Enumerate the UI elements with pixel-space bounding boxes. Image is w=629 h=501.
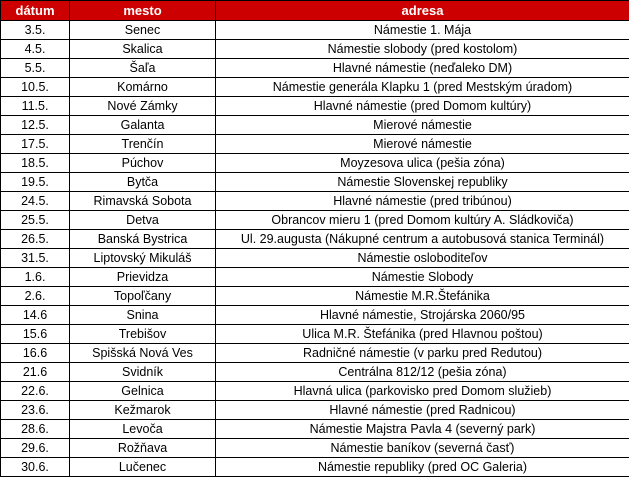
cell-date: 5.5. xyxy=(1,59,70,78)
cell-date: 3.5. xyxy=(1,21,70,40)
cell-address: Radničné námestie (v parku pred Redutou) xyxy=(216,344,629,363)
cell-address: Ul. 29.augusta (Nákupné centrum a autobusová stanica Terminál) xyxy=(216,230,629,249)
cell-address: Námestie baníkov (severná časť) xyxy=(216,439,629,458)
cell-date: 11.5. xyxy=(1,97,70,116)
table-row xyxy=(1,325,629,344)
cell-date: 28.6. xyxy=(1,420,70,439)
cell-date: 4.5. xyxy=(1,40,70,59)
cell-address: Mierové námestie xyxy=(216,135,629,154)
cell-city: Skalica xyxy=(70,40,216,59)
cell-city: Gelnica xyxy=(70,382,216,401)
column-header-date: dátum xyxy=(1,1,70,21)
cell-city: Lučenec xyxy=(70,458,216,477)
cell-address: Námestie Slobody xyxy=(216,268,629,287)
table-row xyxy=(1,249,629,268)
cell-city: Trenčín xyxy=(70,135,216,154)
cell-date: 18.5. xyxy=(1,154,70,173)
cell-address: Námestie generála Klapku 1 (pred Mestským úradom) xyxy=(216,78,629,97)
column-header-city: mesto xyxy=(70,1,216,21)
table-row xyxy=(1,154,629,173)
cell-date: 29.6. xyxy=(1,439,70,458)
table-row xyxy=(1,173,629,192)
header-row xyxy=(1,1,629,21)
table-body xyxy=(1,21,629,477)
table-row xyxy=(1,192,629,211)
table-row xyxy=(1,211,629,230)
cell-date: 17.5. xyxy=(1,135,70,154)
cell-address: Hlavné námestie (pred Radnicou) xyxy=(216,401,629,420)
cell-address: Hlavné námestie (pred tribúnou) xyxy=(216,192,629,211)
table-row xyxy=(1,306,629,325)
cell-date: 30.6. xyxy=(1,458,70,477)
cell-address: Námestie 1. Mája xyxy=(216,21,629,40)
table-row xyxy=(1,97,629,116)
table-row xyxy=(1,458,629,477)
column-header-address: adresa xyxy=(216,1,629,21)
cell-city: Prievidza xyxy=(70,268,216,287)
cell-date: 19.5. xyxy=(1,173,70,192)
cell-city: Komárno xyxy=(70,78,216,97)
cell-city: Svidník xyxy=(70,363,216,382)
table-row xyxy=(1,40,629,59)
table-row xyxy=(1,116,629,135)
cell-date: 16.6 xyxy=(1,344,70,363)
cell-city: Liptovský Mikuláš xyxy=(70,249,216,268)
cell-address: Moyzesova ulica (pešia zóna) xyxy=(216,154,629,173)
cell-city: Kežmarok xyxy=(70,401,216,420)
cell-city: Nové Zámky xyxy=(70,97,216,116)
cell-address: Mierové námestie xyxy=(216,116,629,135)
cell-address: Námestie osloboditeľov xyxy=(216,249,629,268)
table-row xyxy=(1,230,629,249)
cell-date: 23.6. xyxy=(1,401,70,420)
table-row xyxy=(1,363,629,382)
table-row xyxy=(1,59,629,78)
table-row xyxy=(1,401,629,420)
table-row xyxy=(1,135,629,154)
cell-city: Topoľčany xyxy=(70,287,216,306)
cell-address: Hlavné námestie (neďaleko DM) xyxy=(216,59,629,78)
cell-date: 21.6 xyxy=(1,363,70,382)
table-row xyxy=(1,21,629,40)
cell-date: 24.5. xyxy=(1,192,70,211)
table-row xyxy=(1,439,629,458)
cell-date: 2.6. xyxy=(1,287,70,306)
cell-city: Spišská Nová Ves xyxy=(70,344,216,363)
cell-address: Hlavné námestie, Strojárska 2060/95 xyxy=(216,306,629,325)
cell-date: 14.6 xyxy=(1,306,70,325)
cell-city: Šaľa xyxy=(70,59,216,78)
cell-date: 1.6. xyxy=(1,268,70,287)
cell-city: Galanta xyxy=(70,116,216,135)
cell-address: Centrálna 812/12 (pešia zóna) xyxy=(216,363,629,382)
cell-city: Banská Bystrica xyxy=(70,230,216,249)
cell-city: Bytča xyxy=(70,173,216,192)
table-row xyxy=(1,420,629,439)
cell-city: Trebišov xyxy=(70,325,216,344)
cell-address: Obrancov mieru 1 (pred Domom kultúry A. Sládkoviča) xyxy=(216,211,629,230)
table-row xyxy=(1,287,629,306)
table-row xyxy=(1,382,629,401)
cell-address: Námestie slobody (pred kostolom) xyxy=(216,40,629,59)
cell-address: Hlavné námestie (pred Domom kultúry) xyxy=(216,97,629,116)
cell-date: 10.5. xyxy=(1,78,70,97)
cell-address: Námestie M.R.Štefánika xyxy=(216,287,629,306)
cell-date: 31.5. xyxy=(1,249,70,268)
cell-address: Námestie republiky (pred OC Galeria) xyxy=(216,458,629,477)
cell-date: 26.5. xyxy=(1,230,70,249)
cell-address: Námestie Majstra Pavla 4 (severný park) xyxy=(216,420,629,439)
cell-date: 15.6 xyxy=(1,325,70,344)
cell-date: 12.5. xyxy=(1,116,70,135)
cell-city: Rožňava xyxy=(70,439,216,458)
cell-address: Námestie Slovenskej republiky xyxy=(216,173,629,192)
table-row xyxy=(1,268,629,287)
cell-city: Senec xyxy=(70,21,216,40)
cell-address: Hlavná ulica (parkovisko pred Domom služieb) xyxy=(216,382,629,401)
cell-city: Púchov xyxy=(70,154,216,173)
table-row xyxy=(1,78,629,97)
cell-date: 25.5. xyxy=(1,211,70,230)
cell-city: Snina xyxy=(70,306,216,325)
cell-city: Levoča xyxy=(70,420,216,439)
cell-city: Rimavská Sobota xyxy=(70,192,216,211)
cell-date: 22.6. xyxy=(1,382,70,401)
cell-city: Detva xyxy=(70,211,216,230)
cell-address: Ulica M.R. Štefánika (pred Hlavnou poštou) xyxy=(216,325,629,344)
table-row xyxy=(1,344,629,363)
